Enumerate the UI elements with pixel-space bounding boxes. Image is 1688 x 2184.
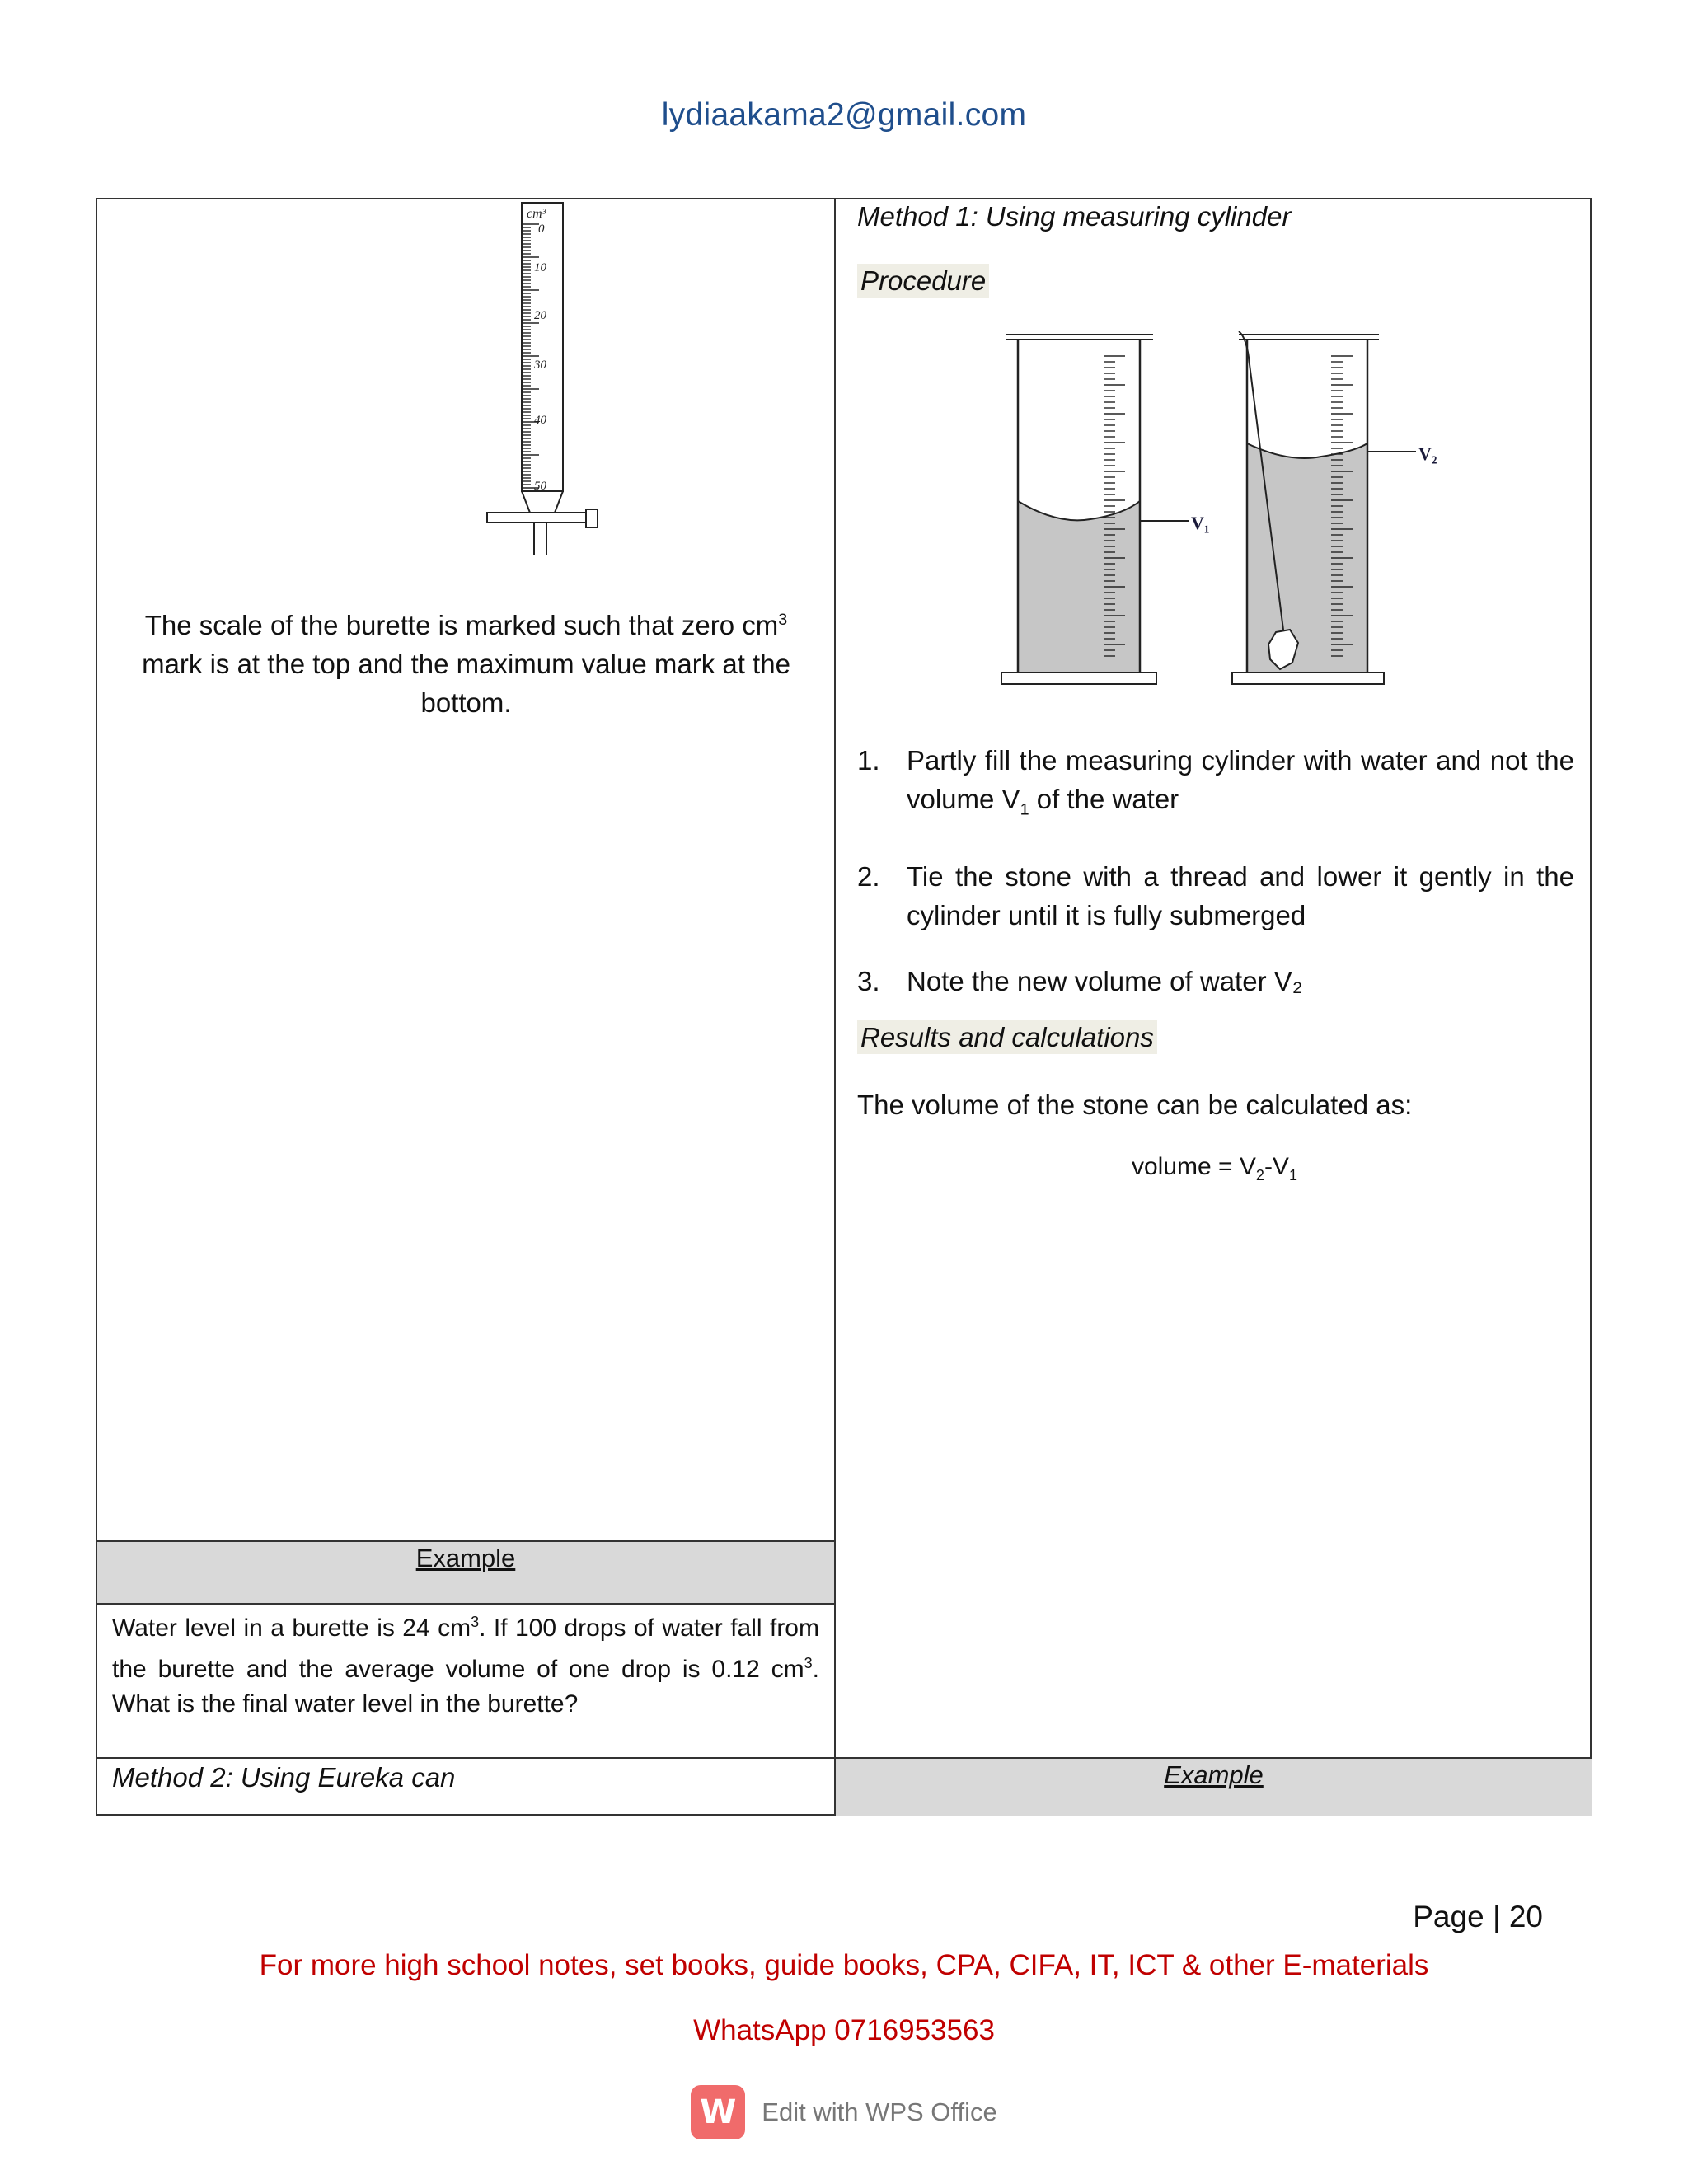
example-question: Water level in a burette is 24 $cm^3$. If 100 drops of water fall from the burette and the average volume of one drop is 0.12 $cm^3$. What is the final water level in the burette? xyxy=(112,1614,819,1718)
procedure-heading: Procedure xyxy=(857,261,989,300)
burette-mark-50: 50 xyxy=(534,480,546,493)
measuring-cylinder-diagram xyxy=(1000,331,1544,694)
volume-formula: volume = $V_2-V_1$ xyxy=(1132,1153,1297,1183)
method1-title: Method 1: Using measuring cylinder xyxy=(857,201,1292,232)
burette-description: The scale of the burette is marked such that zero $cm^3$ mark is at the top and the maximum value mark at the bottom. xyxy=(142,610,790,718)
wps-badge[interactable] xyxy=(0,2085,1688,2139)
burette-mark-20: 20 xyxy=(534,309,546,322)
step-1: 1. Partly fill the measuring cylinder with water and not the volume $V_1$ of the water xyxy=(857,745,1574,819)
wps-edit-link[interactable]: Edit with WPS Office xyxy=(762,2097,997,2126)
header-email: lydiaakama2@gmail.com xyxy=(661,97,1027,133)
wps-logo-icon: W xyxy=(691,2085,745,2139)
method2-title: Method 2: Using Eureka can xyxy=(112,1762,456,1793)
promo-text: For more high school notes, set books, guide books, CPA, CIFA, IT, ICT & other E-materials xyxy=(259,1949,1429,1981)
whatsapp-text: WhatsApp 0716953563 xyxy=(693,2014,995,2046)
example-heading-right: Example xyxy=(1164,1760,1264,1789)
results-text: The volume of the stone can be calculated as: xyxy=(857,1090,1413,1120)
label-v2: V₂ xyxy=(1418,443,1437,464)
burette-mark-0: 0 xyxy=(538,223,545,236)
example-heading-left: Example xyxy=(415,1544,516,1572)
step-3: 3. Note the new volume of water V₂ xyxy=(857,965,1303,996)
notes-table xyxy=(96,198,1592,1816)
burette-mark-40: 40 xyxy=(534,414,546,427)
label-v1: V₁ xyxy=(1191,513,1210,533)
burette-mark-10: 10 xyxy=(534,261,546,274)
burette-mark-30: 30 xyxy=(534,359,546,372)
results-heading: Results and calculations xyxy=(857,1018,1157,1057)
page-number: Page | 20 xyxy=(1413,1900,1543,1933)
burette-diagram xyxy=(415,199,621,559)
burette-unit-label: cm³ xyxy=(527,207,546,221)
procedure-steps xyxy=(857,741,1574,1028)
step-2: 2. Tie the stone with a thread and lower it gently in the cylinder until it is fully submerged xyxy=(857,860,1574,930)
column-divider xyxy=(834,199,836,1814)
